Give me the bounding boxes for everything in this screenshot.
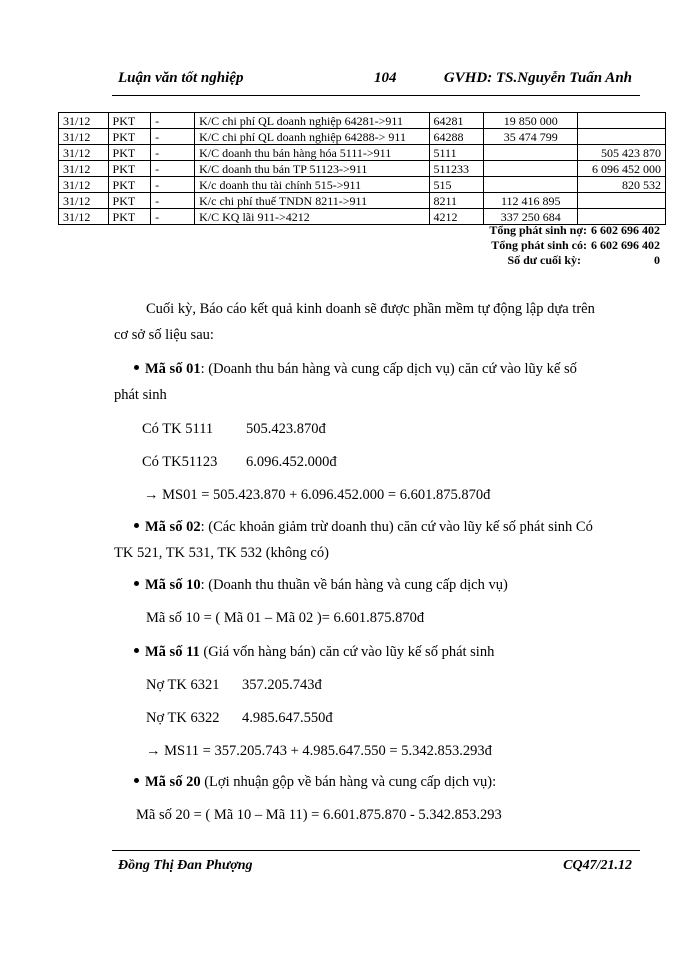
account-label: Có TK51123 <box>142 454 218 470</box>
ledger-voucher: PKT <box>108 113 151 129</box>
ms01-title: Mã số 01 <box>145 361 201 377</box>
ledger-account: 515 <box>429 177 484 193</box>
ledger-debit <box>484 161 578 177</box>
ledger-description: K/C chi phí QL doanh nghiệp 64281->911 <box>195 113 429 129</box>
account-value: 505.423.870đ <box>246 421 326 437</box>
ms10-title: Mã số 10 <box>145 577 201 593</box>
ledger-date: 31/12 <box>59 129 109 145</box>
ms01-desc: : (Doanh thu bán hàng và cung cấp dịch vụ) căn cứ vào lũy kế số <box>200 361 577 377</box>
ms02-desc2: TK 521, TK 531, TK 532 (không có) <box>114 545 329 561</box>
ms11-desc: (Giá vốn hàng bán) căn cứ vào lũy kế số phát sinh <box>199 644 495 660</box>
ledger-account: 511233 <box>429 161 484 177</box>
ledger-voucher: PKT <box>108 129 151 145</box>
ledger-voucher: PKT <box>108 145 151 161</box>
ledger-doc-no: - <box>151 145 195 161</box>
ledger-doc-no: - <box>151 193 195 209</box>
ledger-voucher: PKT <box>108 209 151 225</box>
ledger-debit <box>484 177 578 193</box>
ms20-desc: (Lợi nhuận gộp về bán hàng và cung cấp dịch vụ): <box>200 774 497 790</box>
total-debit-label: Tổng phát sinh nợ: <box>489 223 587 237</box>
ms01-formula: → MS01 = 505.423.870 + 6.096.452.000 = 6.601.875.870đ <box>144 487 491 503</box>
ledger-description: K/C chi phí QL doanh nghiệp 64288-> 911 <box>195 129 429 145</box>
supervisor: GVHD: TS.Nguyễn Tuấn Anh <box>443 70 632 86</box>
ledger-voucher: PKT <box>108 177 151 193</box>
account-label: Có TK 5111 <box>142 421 214 437</box>
ledger-date: 31/12 <box>59 145 109 161</box>
ledger-account: 8211 <box>429 193 484 209</box>
bullet-icon <box>134 778 139 783</box>
account-value: 6.096.452.000đ <box>246 454 337 470</box>
ms11-title: Mã số 11 <box>145 644 200 660</box>
ms20-title: Mã số 20 <box>145 774 201 790</box>
ledger-account: 5111 <box>429 145 484 161</box>
ledger-description: K/C KQ lãi 911->4212 <box>195 209 429 225</box>
ledger-date: 31/12 <box>59 113 109 129</box>
ms10-desc: : (Doanh thu thuần về bán hàng và cung cấp dịch vụ) <box>200 577 508 593</box>
account-value: 4.985.647.550đ <box>242 710 333 726</box>
account-value: 357.205.743đ <box>242 677 322 693</box>
ledger-voucher: PKT <box>108 193 151 209</box>
ledger-date: 31/12 <box>59 161 109 177</box>
table-row <box>59 193 666 209</box>
table-row <box>59 161 666 177</box>
class-code: CQ47/21.12 <box>563 858 632 873</box>
ledger-credit <box>578 193 666 209</box>
ledger-account: 4212 <box>429 209 484 225</box>
bullet-icon <box>134 523 139 528</box>
ledger-account: 64281 <box>429 113 484 129</box>
ledger-credit: 820 532 <box>578 177 666 193</box>
header-divider <box>112 95 640 96</box>
ms20-heading <box>134 769 496 795</box>
ledger-debit: 112 416 895 <box>484 193 578 209</box>
author-name: Đồng Thị Đan Phượng <box>118 858 253 873</box>
ledger-debit: 337 250 684 <box>484 209 578 225</box>
ms01-desc2: phát sinh <box>114 387 167 403</box>
ledger-debit: 35 474 799 <box>484 129 578 145</box>
ledger-credit: 505 423 870 <box>578 145 666 161</box>
closing-balance-value: 0 <box>654 253 660 267</box>
table-row <box>59 145 666 161</box>
ledger-doc-no: - <box>151 129 195 145</box>
ledger-doc-no: - <box>151 113 195 129</box>
ms01-line2 <box>142 449 337 475</box>
table-row <box>59 177 666 193</box>
ledger-description: K/C doanh thu bán hàng hóa 5111->911 <box>195 145 429 161</box>
ledger-table <box>58 112 666 225</box>
ledger-date: 31/12 <box>59 209 109 225</box>
ledger-doc-no: - <box>151 161 195 177</box>
bullet-icon <box>134 365 139 370</box>
page-header <box>112 70 640 92</box>
footer-divider <box>112 850 640 851</box>
bullet-icon <box>134 581 139 586</box>
total-credit-value: 6 602 696 402 <box>591 238 660 252</box>
ledger-description: K/C doanh thu bán TP 51123->911 <box>195 161 429 177</box>
closing-balance-label: Số dư cuối kỳ: <box>507 253 581 267</box>
ms01-line1 <box>142 416 326 442</box>
ledger-debit <box>484 145 578 161</box>
ledger-doc-no: - <box>151 177 195 193</box>
ledger-doc-no: - <box>151 209 195 225</box>
total-credit-label: Tổng phát sinh có: <box>491 238 587 252</box>
ms01-heading <box>134 356 577 382</box>
ms11-line2 <box>146 705 333 731</box>
paragraph: Cuối kỳ, Báo cáo kết quả kinh doanh sẽ được phần mềm tự động lập dựa trên <box>146 301 595 317</box>
account-label: Nợ TK 6321 <box>146 677 220 693</box>
ms10-formula: Mã số 10 = ( Mã 01 – Mã 02 )= 6.601.875.870đ <box>146 610 425 626</box>
ms11-formula: → MS11 = 357.205.743 + 4.985.647.550 = 5.342.853.293đ <box>146 743 492 759</box>
thesis-title: Luận văn tốt nghiệp <box>118 70 244 86</box>
ms11-line1 <box>146 672 322 698</box>
total-debit-value: 6 602 696 402 <box>591 223 660 237</box>
ledger-credit <box>578 129 666 145</box>
page-number: 104 <box>374 70 397 86</box>
ledger-voucher: PKT <box>108 161 151 177</box>
ledger-description: K/c doanh thu tài chính 515->911 <box>195 177 429 193</box>
account-label: Nợ TK 6322 <box>146 710 220 726</box>
table-row <box>59 113 666 129</box>
ms02-title: Mã số 02 <box>145 519 201 535</box>
table-row <box>59 129 666 145</box>
ms10-heading <box>134 572 508 598</box>
ledger-description: K/c chi phí thuế TNDN 8211->911 <box>195 193 429 209</box>
ms20-formula: Mã số 20 = ( Mã 10 – Mã 11) = 6.601.875.870 - 5.342.853.293 <box>136 807 502 823</box>
ms02-desc: : (Các khoản giảm trừ doanh thu) căn cứ vào lũy kế số phát sinh Có <box>200 519 593 535</box>
paragraph: cơ sở số liệu sau: <box>114 327 214 343</box>
ledger-account: 64288 <box>429 129 484 145</box>
ledger-date: 31/12 <box>59 193 109 209</box>
ledger-debit: 19 850 000 <box>484 113 578 129</box>
ledger-credit: 6 096 452 000 <box>578 161 666 177</box>
ms02-heading <box>134 514 593 540</box>
bullet-icon <box>134 648 139 653</box>
ledger-date: 31/12 <box>59 177 109 193</box>
ledger-credit <box>578 113 666 129</box>
ms11-heading <box>134 639 494 665</box>
totals-block <box>489 223 660 268</box>
